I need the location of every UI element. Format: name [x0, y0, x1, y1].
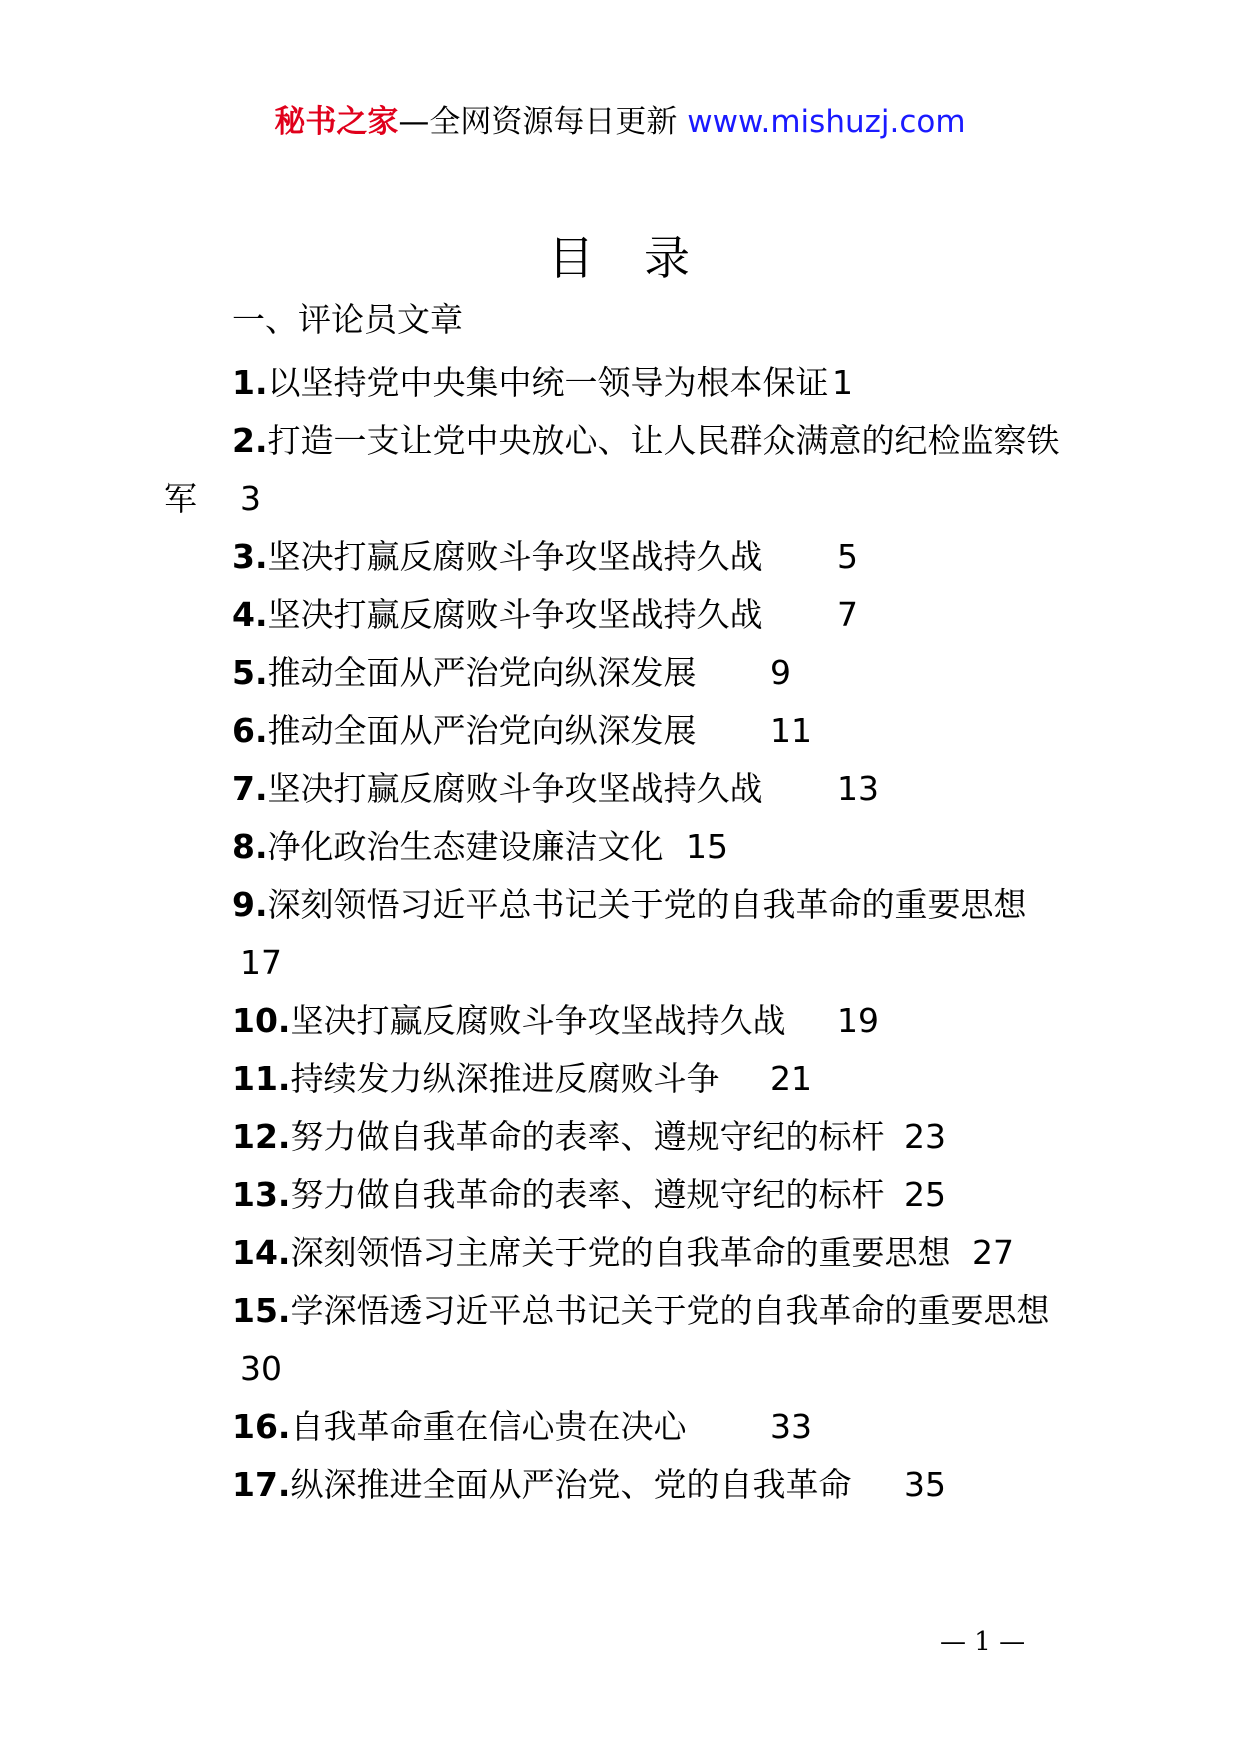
toc-entry-title: 学深悟透习近平总书记关于党的自我革命的重要思想 — [290, 1291, 1050, 1330]
toc-entry[interactable] — [232, 1224, 1092, 1282]
toc-entry-number: 12. — [232, 1117, 291, 1156]
toc-entry-page: 7 — [837, 595, 858, 634]
toc-entry-page: 11 — [770, 711, 812, 750]
toc-entry-number: 10. — [232, 1001, 291, 1040]
toc-entry-page: 35 — [904, 1465, 946, 1504]
toc-entry-title: 坚决打赢反腐败斗争攻坚战持久战 — [267, 595, 763, 634]
toc-entry[interactable] — [232, 528, 1092, 586]
toc-entry-page: 19 — [837, 1001, 879, 1040]
toc-entry-title: 以坚持党中央集中统一领导为根本保证 — [267, 363, 829, 402]
toc-entry-page: 33 — [770, 1407, 812, 1446]
toc-entry-number: 6. — [232, 711, 268, 750]
toc-entry-title: 努力做自我革命的表率、遵规守纪的标杆 — [290, 1175, 885, 1214]
toc-entry-page: 1 — [832, 363, 853, 402]
toc-entry-page: 3 — [240, 479, 261, 518]
toc-entry-title: 推动全面从严治党向纵深发展 — [267, 653, 697, 692]
toc-entry[interactable] — [232, 1398, 1092, 1456]
toc-entry-page: 9 — [770, 653, 791, 692]
toc-entry[interactable] — [232, 1050, 1092, 1108]
toc-entry-number: 9. — [232, 885, 268, 924]
toc-entry-page: 17 — [240, 943, 282, 982]
toc-entry-title: 净化政治生态建设廉洁文化 — [267, 827, 664, 866]
toc-entry-number: 7. — [232, 769, 268, 808]
section-heading: 一、评论员文章 — [232, 300, 463, 339]
toc-entry[interactable] — [232, 644, 1092, 702]
toc-entry-number: 2. — [232, 421, 268, 460]
toc-entry-title: 坚决打赢反腐败斗争攻坚战持久战 — [267, 769, 763, 808]
toc-entry[interactable] — [232, 1166, 1092, 1224]
toc-entry-title: 坚决打赢反腐败斗争攻坚战持久战 — [290, 1001, 786, 1040]
toc-entry-page: 23 — [904, 1117, 946, 1156]
toc-entry-number: 16. — [232, 1407, 291, 1446]
toc-entry-page: 27 — [972, 1233, 1014, 1272]
toc-entry[interactable] — [232, 818, 1092, 876]
toc-entry-title: 纵深推进全面从严治党、党的自我革命 — [290, 1465, 852, 1504]
toc-entry-number: 17. — [232, 1465, 291, 1504]
toc-entry-number: 8. — [232, 827, 268, 866]
toc-entry-title: 自我革命重在信心贵在决心 — [290, 1407, 687, 1446]
site-url-link[interactable]: www.mishuzj.com — [687, 104, 966, 140]
toc-entry-number: 11. — [232, 1059, 291, 1098]
toc-entry-number: 1. — [232, 363, 268, 402]
toc-entry-number: 15. — [232, 1291, 291, 1330]
toc-entry-number: 4. — [232, 595, 268, 634]
toc-entry-page: 21 — [770, 1059, 812, 1098]
toc-entry-title: 持续发力纵深推进反腐败斗争 — [290, 1059, 720, 1098]
toc-entry[interactable] — [232, 876, 1092, 992]
site-header — [0, 100, 1240, 144]
toc-entry[interactable] — [232, 992, 1092, 1050]
toc-entry-title: 坚决打赢反腐败斗争攻坚战持久战 — [267, 537, 763, 576]
toc-entry-title-continued: 军 — [164, 479, 197, 518]
toc-entry-title: 打造一支让党中央放心、让人民群众满意的纪检监察铁 — [267, 421, 1060, 460]
toc-entry-title: 努力做自我革命的表率、遵规守纪的标杆 — [290, 1117, 885, 1156]
toc-entry-page: 5 — [837, 537, 858, 576]
brand-name: 秘书之家 — [274, 104, 399, 140]
toc-entry-number: 5. — [232, 653, 268, 692]
page-title: 目 录 — [548, 231, 692, 285]
toc-entry-page: 25 — [904, 1175, 946, 1214]
toc-entry-number: 3. — [232, 537, 268, 576]
toc-entry-page: 30 — [240, 1349, 282, 1388]
toc-entry-number: 14. — [232, 1233, 291, 1272]
toc-list — [164, 354, 1092, 1514]
toc-entry-page: 15 — [686, 827, 728, 866]
toc-entry[interactable] — [232, 354, 1092, 412]
toc-entry[interactable] — [232, 1282, 1092, 1398]
toc-entry[interactable] — [232, 702, 1092, 760]
toc-entry-title: 推动全面从严治党向纵深发展 — [267, 711, 697, 750]
toc-entry[interactable] — [232, 586, 1092, 644]
toc-entry-page: 13 — [837, 769, 879, 808]
toc-entry-title: 深刻领悟习近平总书记关于党的自我革命的重要思想 — [267, 885, 1027, 924]
header-slogan: —全网资源每日更新 — [398, 104, 678, 140]
toc-entry[interactable] — [232, 760, 1092, 818]
toc-entry[interactable] — [232, 1456, 1092, 1514]
toc-entry[interactable] — [232, 1108, 1092, 1166]
toc-entry-number: 13. — [232, 1175, 291, 1214]
page-number-footer: — 1 — — [940, 1627, 1026, 1657]
toc-entry-title: 深刻领悟习主席关于党的自我革命的重要思想 — [290, 1233, 951, 1272]
toc-entry[interactable] — [164, 412, 1092, 528]
